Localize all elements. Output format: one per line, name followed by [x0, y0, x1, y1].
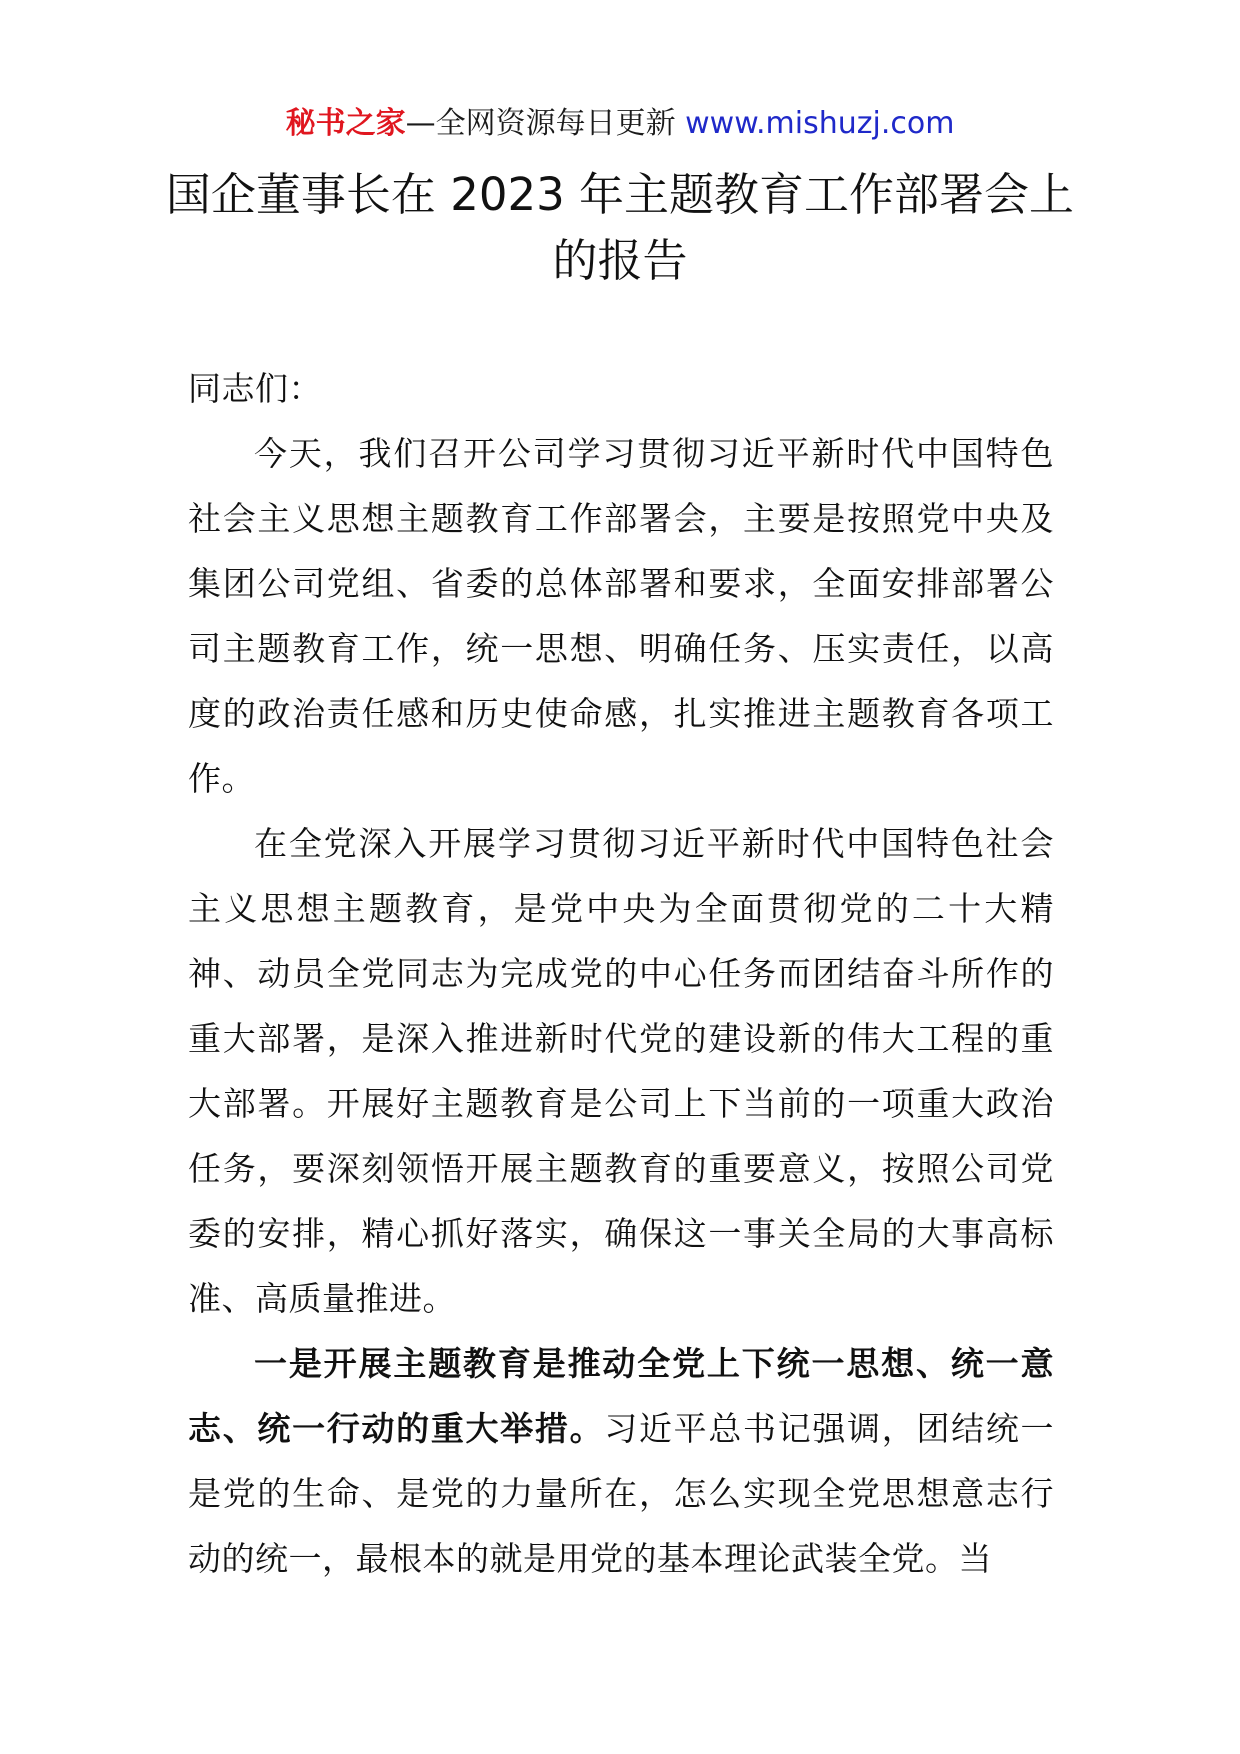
paragraph-3-text: 习近平总书记强调，团结统一是党的生命、是党的力量所在，怎么实现全党思想意志行动的统一，最根本的就是用党的基本理论武装全党。当 — [188, 1409, 1054, 1578]
document-title: 国企董事长在 2023 年主题教育工作部署会上的报告 — [165, 168, 1075, 287]
salutation: 同志们： — [188, 369, 322, 408]
site-brand: 秘书之家 — [285, 106, 406, 141]
paragraph-1: 今天，我们召开公司学习贯彻习近平新时代中国特色社会主义思想主题教育工作部署会，主要是按照党中央及集团公司党组、省委的总体部署和要求，全面安排部署公司主题教育工作，统一思想、明确任务、压实责任，以高度的政治责任感和历史使命感，扎实推进主题教育各项工作。 — [188, 434, 1054, 798]
site-header — [0, 98, 1240, 150]
site-url-link[interactable]: www.mishuzj.com — [685, 106, 955, 141]
paragraph-3-heading: 一是开展主题教育是推动全党上下统一思想、统一意志、统一行动的重大举措。 — [188, 1344, 1054, 1448]
document-body — [188, 356, 1054, 1591]
paragraph-3 — [188, 1331, 1054, 1591]
site-tagline: —全网资源每日更新 — [405, 106, 686, 141]
paragraph-2: 在全党深入开展学习贯彻习近平新时代中国特色社会主义思想主题教育，是党中央为全面贯彻党的二十大精神、动员全党同志为完成党的中心任务而团结奋斗所作的重大部署，是深入推进新时代党的建设新的伟大工程的重大部署。开展好主题教育是公司上下当前的一项重大政治任务，要深刻领悟开展主题教育的重要意义，按照公司党委的安排，精心抓好落实，确保这一事关全局的大事高标准、高质量推进。 — [188, 824, 1054, 1318]
